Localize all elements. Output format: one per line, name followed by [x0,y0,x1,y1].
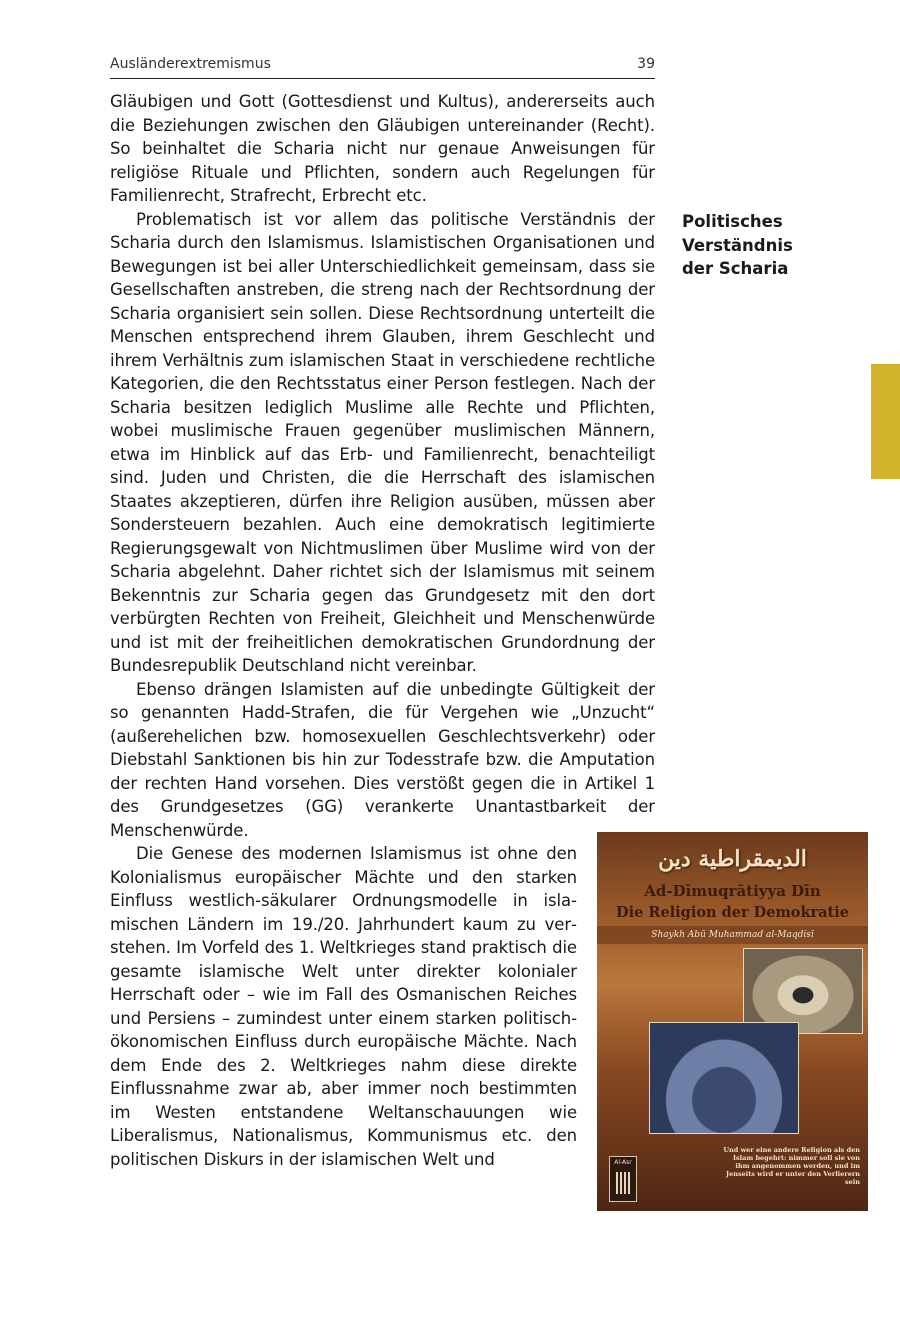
section-title: Ausländerextremismus [110,56,271,72]
body-text [110,90,655,1340]
cover-quote: Und wer eine andere Religion als den Islam begehrt: nimmer soll sie von ihm angenommen werden, und im Jenseits wird er unter den Verlierern sein [723,1146,860,1186]
paragraph: Die Genese des modernen Islamismus ist ohne den Kolonialismus europäischer Mächte und den starken Einfluss westlich-säkularer Ordnungsmodelle in islamischen Ländern im 19./20. Jahrhundert kaum zu verstehen. Im Vorfeld des 1. Weltkrieges stand praktisch die gesamte islamische Welt unter direkter kolonialer Herrschaft oder – wie im Fall des Osmanischen Reiches und Persiens – zumindest unter einem starken politisch-ökonomischen Einfluss durch europäische Mächte. Nach dem Ende des 2. Weltkrieges nahm diese direkte Einflussnahme zwar ab, aber immer noch bestimmten im Westen entstandene Weltanschauungen wie Liberalismus, Nationalismus, Kommunismus etc. den politischen Diskurs in der islamischen Welt und [110,844,577,1169]
paragraph: Gläubigen und Gott (Gottesdienst und Kultus), andererseits auch die Beziehungen zwischen den Gläubigen untereinander (Recht). So beinhaltet die Scharia nicht nur genaue Anweisungen für religiöse Rituale und Pflichten, sondern auch Regelungen für Familienrecht, Strafrecht, Erbrecht etc. [110,92,655,205]
paragraph: Problematisch ist vor allem das politische Verständnis der Scharia durch den Islamismus. Islamistischen Organisationen und Bewegungen ist bei aller Unterschiedlichkeit gemeinsam, dass sie Gesellschaften anstreben, die streng nach der Rechtsordnung der Scharia organisiert sein sollen. Diese Rechtsordnung unterteilt die Menschen entsprechend ihrem Glauben, ihrem Geschlecht und ihrem Verhältnis zum islamischen Staat in verschiedene rechtliche Kategorien, die den Rechtsstatus einer Person festlegen. Nach der Scharia besitzen lediglich Muslime alle Rechte und Pflichten, wobei muslimische Frauen gegenüber muslimischen Männern, etwa im Hinblick auf das Erb- und Familienrecht, benachteiligt sind. Juden und Christen, die die Herrschaft des islamischen Staates akzeptieren, dürfen ihre Religion ausüben, müssen aber Sondersteuern bezahlen. Auch eine demokratisch legitimierte Regierungsgewalt von Nichtmuslimen über Muslime wird von der Scharia abgelehnt. Daher richtet sich der Islamismus mit seinem Bekenntnis zur Scharia gegen das Grundgesetz mit den dort verbürgten Rechten von Freiheit, Gleichheit und Menschenwürde und ist mit der freiheitlichen demokratischen Grundordnung der Bundesrepublik Deutschland nicht vereinbar. [110,209,655,675]
publisher-logo-label: Al-Asr [614,1159,632,1166]
margin-note-line: Politisches [682,212,783,231]
chapter-tab-marker [871,364,900,479]
book-cover-image [597,832,868,1211]
margin-note [682,210,832,281]
paragraph: Ebenso drängen Islamisten auf die unbedingte Gültigkeit der so genannten Hadd-Strafen, die für Vergehen wie „Unzucht“ (außerehelichen bzw. homosexuellen Geschlechtsverkehr) oder Diebstahl Sanktionen bis hin zur Todesstrafe bzw. die Amputation der rechten Hand vorsehen. Dies verstößt gegen die in Artikel 1 des Grundgesetzes (GG) verankerte Unantastbarkeit der Menschenwürde. [110,679,655,840]
running-header [110,54,655,79]
cover-title-transliterated: Ad-Dīmuqrātiyya Dīn [644,882,821,900]
cover-title-german: Die Religion der Demokratie [616,904,849,921]
margin-note-line: der Scharia [682,259,789,278]
publisher-logo [609,1156,637,1202]
parliament-photo [649,1022,799,1134]
cover-arabic-title: الديمقراطية دين [658,846,807,872]
page-number: 39 [637,56,655,72]
cover-author: Shaykh Abū Muhammad al-Maqdisī [597,926,868,944]
margin-note-line: Verständnis [682,235,793,255]
publisher-logo-icon [616,1172,630,1194]
